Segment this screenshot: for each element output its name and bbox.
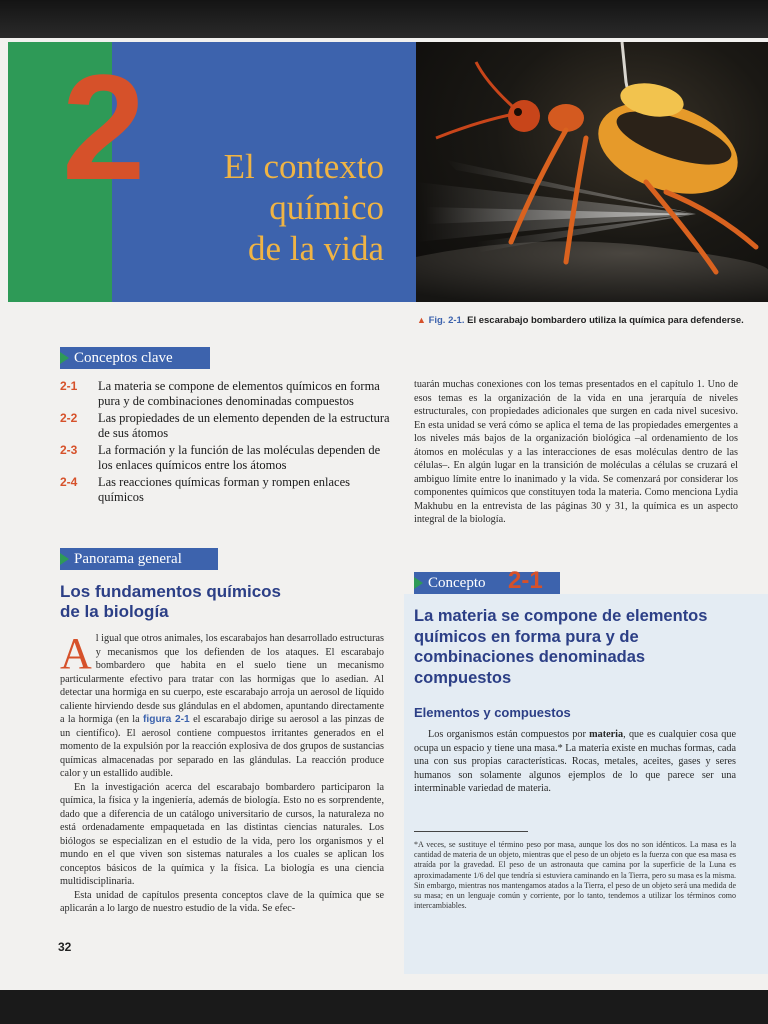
chapter-title-line-2: químico [269, 188, 384, 227]
concept-heading-bar [414, 567, 560, 594]
caption-triangle-icon: ▲ [417, 315, 426, 325]
concept-bold-term: materia [589, 729, 624, 740]
overview-body [60, 629, 385, 916]
key-concept-item [60, 411, 390, 441]
figure-reference-link[interactable]: figura 2-1 [143, 714, 190, 725]
concept-paragraph-text-a: Los organismos están compuestos por [428, 729, 586, 740]
concept-title: La materia se compone de elementos químicos en forma pura y de combinaciones denominadas compuestos [414, 607, 708, 687]
figure-caption-text: El escarabajo bombardero utiliza la química para defenderse. [467, 315, 744, 326]
scan-top-edge [0, 0, 768, 38]
drop-cap: A [60, 629, 92, 678]
overview-paragraph-1-text-b: el escarabajo dirige su aerosol a las pinzas de un científico). El aerosol contiene compuestos irritantes generados en el momento de la expulsión por la reacción explosiva de dos grupos de sustancias químicas almacenadas por separado en las glándulas. La reacción produce calor y un estallido audible. [60, 714, 385, 779]
key-concept-number: 2-3 [60, 443, 78, 457]
beetle-illustration [416, 42, 768, 302]
key-concepts-heading-bar [60, 347, 210, 369]
concept-paragraph-text-b: , que es cualquier cosa que ocupa un espacio y tiene una masa.* La materia existe en muchas formas, cada una con sus propias características. Rocas, metales, aceites, gases y seres humanos son solamente algunos ejemplos de lo que parece ser una interminable variedad de materia. [414, 729, 737, 794]
footnote-divider [414, 831, 528, 832]
scan-bottom-edge [0, 990, 768, 1024]
key-concept-item [60, 475, 390, 505]
key-concept-text: Las reacciones químicas forman y rompen enlaces químicos [98, 475, 350, 504]
overview-heading: Panorama general [74, 551, 182, 567]
overview-title [60, 582, 281, 622]
overview-heading-bar [60, 548, 218, 570]
concept-subheading: Elementos y compuestos [414, 705, 571, 720]
key-concept-item [60, 443, 390, 473]
key-concept-text: La formación y la función de las moléculas dependen de los enlaces químicos entre los átomos [98, 443, 381, 472]
page-number: 32 [58, 940, 72, 954]
chapter-number: 2 [62, 43, 142, 211]
figure-label: Fig. 2-1. [428, 315, 465, 326]
key-concept-number: 2-2 [60, 411, 78, 425]
overview-paragraph-2: En la investigación acerca del escarabajo bombardero participaron la química, la física y la ingeniería, además de biología. Esto no es sorprendente, dado que a diferencia de un catálogo universitario de cursos, la naturaleza no está ordenadamente empaquetada en las distintas ciencias naturales. Los biólogos se especializan en el estudio de la vida, pero los organismos y el mundo en el que viven son sistemas naturales a los cuales se aplican los conceptos básicos de la química y la física. La biología es una ciencia multidisciplinaria. [60, 781, 384, 887]
overview-title-line-1: Los fundamentos químicos [60, 582, 282, 601]
footnote: *A veces, se sustituye el término peso por masa, aunque los dos no son idénticos. La masa es la cantidad de materia de un objeto, mientras que el peso de un objeto es la fuerza con que esa masa es atraída por la gravedad. El peso de un astronauta que camina por la superficie de la Luna es aproximadamente 1/6 del que tendría si estuviera caminando en la Tierra, pero su masa es la misma. Sin embargo, mientras nos mantengamos atados a la Tierra, el peso de un objeto será una medida de su masa; en un lenguaje común y corriente, por lo tanto, tendemos a utilizar los términos como intercambiables. [414, 840, 736, 911]
overview-continuation: tuarán muchas conexiones con los temas presentados en el capítulo 1. Uno de esos temas es la organización de la vida en una jerarquía de niveles estructurales, con propiedades adicionales que surgen en cada nivel sucesivo. En esta unidad se verá cómo se aplica el tema de las propiedades emergentes a los niveles más bajos de la organización biológica –al ordenamiento de los átomos en moléculas y a las interacciones de esas moléculas dentro de las células–. En algún lugar en la transición de moléculas a células se cruzará el ambiguo límite entre lo inanimado y la vida. Se comenzará por considerar los componentes químicos que constituyen toda la materia. Como menciona Lydia Makhubu en la entrevista de las páginas 30 y 31, la química es un aspecto integral de la biología. [414, 379, 738, 525]
overview-paragraph-1-text-a: l igual que otros animales, los escarabajos han desarrollado estructuras y mecanismos que los defienden de los ataques. El escarabajo bombardero que habita en el suelo tiene un mecanismo particularmente efectivo para tratar con las hormigas que lo asedian. Al detectar una hormiga en su cuerpo, este escarabajo arroja un aerosol de líquido caliente hirviendo desde sus glándulas en el abdomen, apuntando directamente a la hormiga (en la [60, 633, 384, 725]
key-concepts-heading: Conceptos clave [74, 350, 173, 366]
key-concept-text: Las propiedades de un elemento dependen de la estructura de sus átomos [98, 411, 390, 440]
overview-paragraph-3: Esta unidad de capítulos presenta conceptos clave de la química que se aplicarán a lo largo de nuestro estudio de la vida. Se efec- [60, 889, 384, 914]
key-concept-item [60, 379, 390, 409]
chapter-title [124, 146, 384, 269]
chapter-title-line-1: El contexto [223, 147, 384, 186]
concept-label: Concepto [428, 575, 486, 591]
overview-paragraph-1 [60, 629, 385, 781]
concept-number: 2-1 [508, 567, 543, 594]
key-concept-text: La materia se compone de elementos químicos en forma pura y de combinaciones denominadas compuestos [98, 379, 380, 408]
figure-caption [417, 314, 747, 327]
concept-paragraph [414, 728, 736, 796]
key-concepts-list [60, 379, 390, 507]
key-concept-number: 2-1 [60, 379, 78, 393]
bombardier-beetle-photo [416, 42, 768, 302]
chapter-title-line-3: de la vida [247, 229, 384, 268]
textbook-page [0, 38, 768, 990]
overview-title-line-2: de la biología [60, 602, 169, 621]
key-concept-number: 2-4 [60, 475, 78, 489]
